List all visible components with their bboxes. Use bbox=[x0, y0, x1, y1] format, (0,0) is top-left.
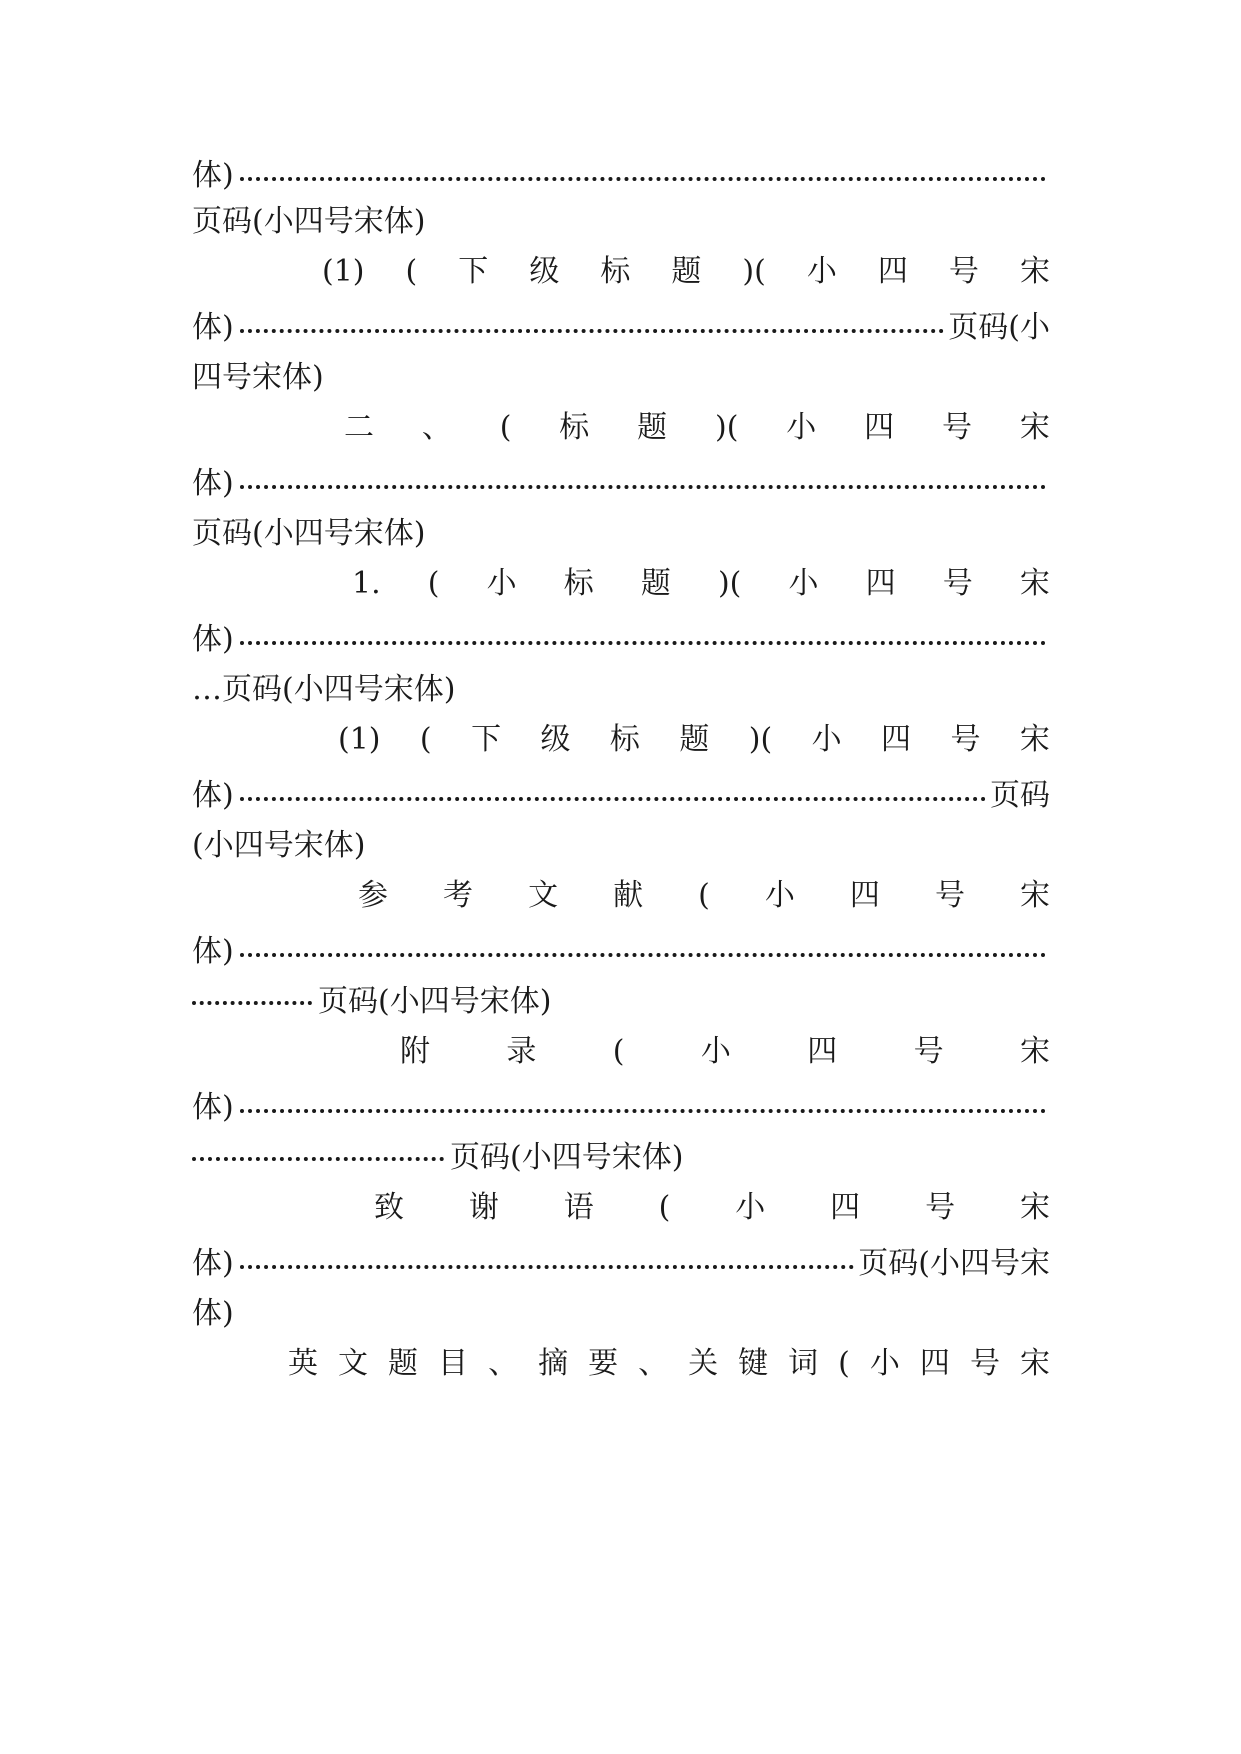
leader-dots bbox=[240, 1109, 1046, 1113]
toc-line bbox=[192, 824, 1050, 868]
heading-char: )( bbox=[748, 722, 773, 757]
heading-char: 考 bbox=[443, 878, 474, 913]
heading-char: 致 bbox=[374, 1190, 404, 1225]
toc-heading-line bbox=[322, 250, 1050, 294]
heading-char: 小 bbox=[486, 566, 517, 601]
heading-char: 、 bbox=[421, 410, 452, 445]
toc-page-ref: (小四号宋体) bbox=[192, 828, 366, 863]
heading-char: ( bbox=[405, 254, 418, 289]
heading-char: 小 bbox=[806, 254, 837, 289]
heading-char: 题 bbox=[637, 410, 668, 445]
heading-char: 小 bbox=[700, 1034, 731, 1069]
heading-char: 宋 bbox=[1019, 410, 1050, 445]
heading-char: ( bbox=[698, 878, 710, 913]
toc-text: 体) bbox=[192, 934, 234, 969]
leader-dots bbox=[240, 641, 1046, 645]
toc-page-ref: 四号宋体) bbox=[192, 360, 324, 395]
leader-dots bbox=[240, 953, 1046, 957]
heading-char: 四 bbox=[849, 878, 880, 913]
heading-char: 文 bbox=[528, 878, 559, 913]
toc-line bbox=[192, 668, 1050, 712]
heading-char: 四 bbox=[830, 1190, 861, 1225]
toc-line bbox=[192, 462, 1050, 506]
heading-char: 文 bbox=[338, 1346, 369, 1381]
heading-char: 标 bbox=[609, 722, 640, 757]
heading-char: 级 bbox=[540, 722, 571, 757]
heading-char: 号 bbox=[950, 722, 981, 757]
toc-page-ref: 页码(小四号宋 bbox=[858, 1246, 1050, 1281]
toc-line bbox=[192, 980, 1050, 1024]
leader-dots bbox=[240, 177, 1046, 181]
heading-char: 标 bbox=[600, 254, 631, 289]
heading-char: 号 bbox=[925, 1190, 956, 1225]
heading-char: 号 bbox=[913, 1034, 944, 1069]
toc-line bbox=[192, 1242, 1050, 1286]
heading-char: 下 bbox=[458, 254, 489, 289]
toc-heading-line bbox=[374, 1186, 1050, 1230]
leader-dots bbox=[240, 485, 1046, 489]
heading-char: 四 bbox=[881, 722, 912, 757]
toc-line bbox=[192, 200, 1050, 244]
toc-line bbox=[192, 618, 1050, 662]
heading-char: 下 bbox=[471, 722, 502, 757]
heading-char: 宋 bbox=[1019, 722, 1050, 757]
toc-line bbox=[192, 512, 1050, 556]
heading-char: ( bbox=[838, 1346, 850, 1381]
heading-char: 四 bbox=[864, 410, 895, 445]
toc-line bbox=[192, 774, 1050, 818]
toc-heading-line bbox=[352, 562, 1050, 606]
toc-page-ref: 页码(小四号宋体) bbox=[192, 516, 426, 551]
toc-line bbox=[192, 306, 1050, 350]
heading-char: 小 bbox=[811, 722, 842, 757]
toc-line bbox=[192, 1086, 1050, 1130]
heading-char: 1. bbox=[352, 566, 381, 601]
leader-dots bbox=[240, 1265, 855, 1269]
heading-char: 要 bbox=[588, 1346, 619, 1381]
heading-char: 宋 bbox=[1019, 878, 1050, 913]
heading-char: 英 bbox=[288, 1346, 318, 1381]
heading-char: 标 bbox=[563, 566, 594, 601]
heading-char: 小 bbox=[764, 878, 795, 913]
toc-line bbox=[192, 356, 1050, 400]
toc-line bbox=[192, 930, 1050, 974]
toc-text: 体) bbox=[192, 158, 234, 193]
heading-char: 小 bbox=[735, 1190, 766, 1225]
heading-char: 宋 bbox=[1019, 1346, 1050, 1381]
heading-char: 键 bbox=[738, 1346, 769, 1381]
heading-char: )( bbox=[717, 566, 742, 601]
toc-heading-line bbox=[344, 406, 1050, 450]
leader-dots bbox=[192, 1157, 444, 1161]
heading-char: )( bbox=[742, 254, 766, 289]
toc-text: 体) bbox=[192, 1246, 234, 1281]
toc-line bbox=[192, 1292, 1050, 1336]
heading-char: 语 bbox=[563, 1190, 594, 1225]
heading-char: 题 bbox=[388, 1346, 419, 1381]
heading-char: 四 bbox=[877, 254, 908, 289]
heading-char: ( bbox=[658, 1190, 671, 1225]
heading-char: 小 bbox=[788, 566, 819, 601]
toc-text: 体) bbox=[192, 310, 234, 345]
heading-char: 级 bbox=[529, 254, 560, 289]
heading-char: 小 bbox=[786, 410, 817, 445]
toc-heading-line bbox=[338, 718, 1050, 762]
heading-char: (1) bbox=[322, 254, 365, 289]
heading-char: ( bbox=[419, 722, 432, 757]
heading-char: 宋 bbox=[1019, 1190, 1050, 1225]
toc-text: 体) bbox=[192, 622, 234, 657]
heading-char: ( bbox=[612, 1034, 625, 1069]
heading-char: )( bbox=[715, 410, 739, 445]
heading-char: 二 bbox=[344, 410, 374, 445]
heading-char: ( bbox=[427, 566, 440, 601]
heading-char: 号 bbox=[942, 410, 973, 445]
toc-page-ref: …页码(小四号宋体) bbox=[192, 672, 456, 707]
heading-char: 题 bbox=[671, 254, 702, 289]
heading-char: 宋 bbox=[1019, 254, 1050, 289]
leader-dots bbox=[192, 1001, 312, 1005]
toc-text: 体) bbox=[192, 778, 234, 813]
toc-page-ref: 页码 bbox=[990, 778, 1050, 813]
heading-char: 附 bbox=[400, 1034, 430, 1069]
toc-text: 体) bbox=[192, 466, 234, 501]
leader-dots bbox=[240, 329, 945, 333]
toc-heading-line bbox=[358, 874, 1050, 918]
heading-char: 四 bbox=[807, 1034, 838, 1069]
heading-char: 号 bbox=[969, 1346, 1000, 1381]
toc-page-ref: 页码(小 bbox=[948, 310, 1050, 345]
heading-char: 题 bbox=[679, 722, 710, 757]
toc-line bbox=[192, 154, 1050, 198]
heading-char: 摘 bbox=[538, 1346, 569, 1381]
heading-char: 、 bbox=[638, 1346, 669, 1381]
heading-char: 题 bbox=[640, 566, 671, 601]
heading-char: 号 bbox=[948, 254, 979, 289]
heading-char: 参 bbox=[358, 878, 388, 913]
heading-char: 关 bbox=[688, 1346, 719, 1381]
heading-char: 小 bbox=[869, 1346, 900, 1381]
heading-char: 四 bbox=[919, 1346, 950, 1381]
heading-char: 献 bbox=[613, 878, 644, 913]
heading-char: 四 bbox=[865, 566, 896, 601]
toc-heading-line bbox=[288, 1342, 1050, 1386]
toc-text: 体) bbox=[192, 1296, 234, 1331]
heading-char: 号 bbox=[934, 878, 965, 913]
toc-heading-line bbox=[400, 1030, 1050, 1074]
heading-char: 宋 bbox=[1019, 566, 1050, 601]
heading-char: 号 bbox=[942, 566, 973, 601]
heading-char: 谢 bbox=[468, 1190, 499, 1225]
heading-char: 宋 bbox=[1019, 1034, 1050, 1069]
toc-page-ref: 页码(小四号宋体) bbox=[318, 984, 552, 1019]
toc-line bbox=[192, 1136, 1050, 1180]
heading-char: (1) bbox=[338, 722, 381, 757]
toc-page-ref: 页码(小四号宋体) bbox=[450, 1140, 684, 1175]
heading-char: 录 bbox=[506, 1034, 537, 1069]
heading-char: 目 bbox=[438, 1346, 469, 1381]
toc-page-ref: 页码(小四号宋体) bbox=[192, 204, 426, 239]
heading-char: 、 bbox=[488, 1346, 519, 1381]
heading-char: 标 bbox=[559, 410, 590, 445]
heading-char: ( bbox=[499, 410, 512, 445]
toc-text: 体) bbox=[192, 1090, 234, 1125]
leader-dots bbox=[240, 797, 986, 801]
heading-char: 词 bbox=[788, 1346, 819, 1381]
